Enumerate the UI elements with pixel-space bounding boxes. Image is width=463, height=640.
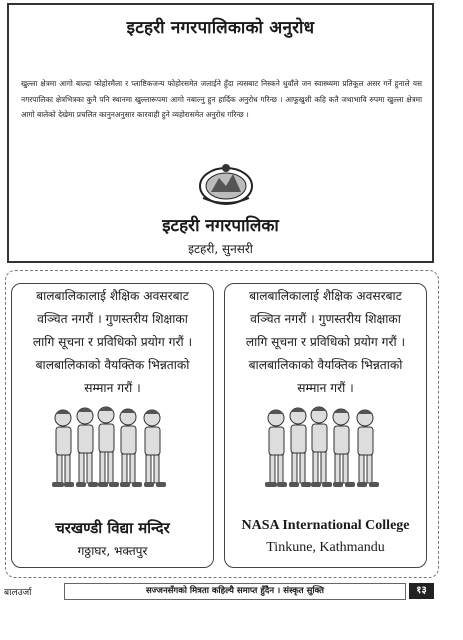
ad-message xyxy=(225,285,426,400)
ad-line: सम्मान गरौं । xyxy=(84,381,141,395)
page-number: १३ xyxy=(409,583,434,599)
ad-line: वञ्चित नगरौं । गुणस्तरीय शिक्षाका xyxy=(37,312,188,326)
children-illustration-icon xyxy=(261,404,391,492)
ad-line: बालबालिकाको वैयक्तिक भिन्नताको xyxy=(35,358,190,372)
school-name: NASA International College xyxy=(241,518,410,533)
nepal-emblem-icon xyxy=(197,162,255,206)
ad-line: वञ्चित नगरौं । गुणस्तरीय शिक्षाका xyxy=(250,312,401,326)
org-place: इटहरी, सुनसरी xyxy=(188,242,253,256)
notice-body: खुल्ला क्षेत्रमा आगो बाल्दा फोहोरमैला र प्लाष्टिकजन्य फोहोरसमेत जलाईने हुँदा त्यसबाट निस्कने धुवाँले जन स्वास्थ्यमा प्रतिकूल असर गर्ने हुनाले यस नगरपालिका क्षेत्रभित्रका कुनै पनि स्थानमा खुल्लारूपमा आगो नबाल्नु हुन हार्दिक अनुरोध गरिन्छ । आफूखुशी कहि कतै जथाभावि रुपमा खुल्ला क्षेत्रमा आगो बालेको देखेमा प्रचलित कानुनअनुसार कारवाही हुने व्यहोरासमेत अनुरोध गरिन्छ । xyxy=(21,79,422,119)
ad-line: बालबालिकालाई शैक्षिक अवसरबाट xyxy=(249,289,402,303)
page-footer xyxy=(4,583,434,603)
org-name: इटहरी नगरपालिका xyxy=(162,216,279,236)
school-name: चरखण्डी विद्या मन्दिर xyxy=(55,519,170,537)
magazine-name: बालउर्जा xyxy=(4,588,32,598)
children-illustration-icon xyxy=(48,404,178,492)
ad-card-nasa xyxy=(224,283,427,568)
ad-card-charkhandi xyxy=(11,283,214,568)
ad-line: लागि सूचना र प्रविधिको प्रयोग गरौं । xyxy=(245,335,406,349)
ad-line: सम्मान गरौं । xyxy=(297,381,354,395)
ad-line: लागि सूचना र प्रविधिको प्रयोग गरौं । xyxy=(32,335,193,349)
ad-line: बालबालिकालाई शैक्षिक अवसरबाट xyxy=(36,289,189,303)
notice-box xyxy=(7,3,434,263)
footer-quote: सज्जनसँगको मित्रता कहिल्यै समाप्त हुँदैन । संस्कृत सुक्ति xyxy=(64,583,406,600)
school-place: Tinkune, Kathmandu xyxy=(266,540,385,555)
ad-line: बालबालिकाको वैयक्तिक भिन्नताको xyxy=(248,358,403,372)
notice-title: इटहरी नगरपालिकाको अनुरोध xyxy=(126,18,315,38)
school-place: गठ्ठाघर, भक्तपुर xyxy=(77,544,148,558)
ad-message xyxy=(12,285,213,400)
